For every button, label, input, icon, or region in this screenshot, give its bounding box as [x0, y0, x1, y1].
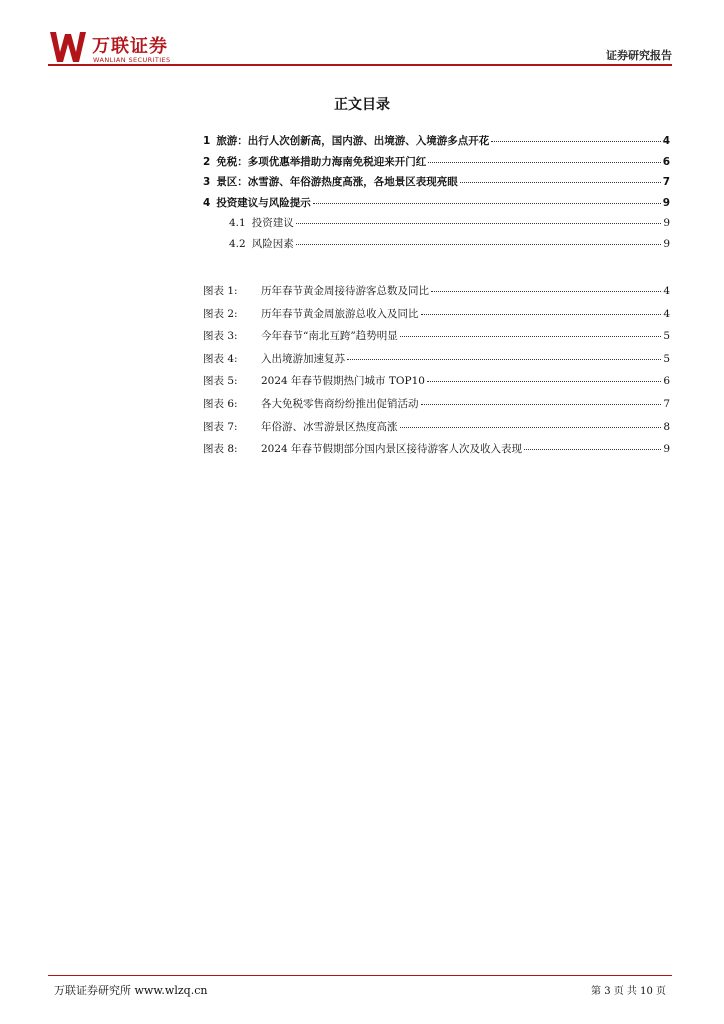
- toc-entry-page: 7: [662, 176, 670, 188]
- toc-entry[interactable]: [203, 154, 670, 175]
- table-of-contents: [203, 133, 670, 256]
- page-number: 第 3 页 共 10 页: [591, 986, 666, 997]
- toc-entry-title: 旅游：出行人次创新高，国内游、出境游、入境游多点开花: [216, 135, 490, 147]
- toc-entry-title: 免税：多项优惠举措助力海南免税迎来开门红: [216, 155, 427, 168]
- figure-entry-label: 图表 7:: [203, 420, 238, 433]
- figure-entry-label: 图表 1:: [203, 285, 238, 297]
- figure-entry-page: 4: [663, 307, 670, 320]
- toc-entry[interactable]: [203, 174, 670, 195]
- toc-entry-number: 4.2: [229, 237, 246, 250]
- figure-leader-dots: [427, 381, 661, 382]
- toc-leader-dots: [491, 141, 660, 142]
- figure-leader-dots: [400, 427, 662, 428]
- header-divider: [48, 64, 672, 66]
- figure-entry-title: 年俗游、冰雪游景区热度高涨: [261, 420, 398, 433]
- toc-entry-page: 9: [663, 217, 670, 229]
- figure-entry-page: 4: [663, 285, 670, 297]
- toc-entry-title: 投资建议: [251, 217, 294, 229]
- toc-entry-title: 景区：冰雪游、年俗游热度高涨，各地景区表现亮眼: [216, 176, 458, 188]
- toc-entry-number: 1: [203, 135, 211, 147]
- toc-entry-number: 3: [203, 176, 211, 188]
- figure-list: [203, 283, 670, 464]
- figure-entry-title: 2024 年春节假期热门城市 TOP10: [261, 375, 425, 388]
- figure-entry-label: 图表 4:: [203, 352, 238, 365]
- figure-entry-page: 5: [663, 330, 670, 343]
- toc-leader-dots: [296, 223, 662, 224]
- toc-leader-dots: [313, 203, 661, 204]
- figure-entry-page: 9: [663, 443, 670, 456]
- toc-entry-page: 9: [663, 237, 670, 250]
- figure-leader-dots: [400, 336, 662, 337]
- figure-entry-title: 入出境游加速复苏: [261, 352, 345, 365]
- figure-entry-title: 历年春节黄金周旅游总收入及同比: [261, 307, 419, 320]
- figure-entry-label: 图表 2:: [203, 307, 238, 320]
- toc-entry-number: 2: [203, 155, 211, 168]
- toc-entry-page: 6: [662, 155, 670, 168]
- figure-entry-label: 图表 8:: [203, 443, 238, 456]
- figure-entry[interactable]: [203, 283, 670, 306]
- figure-leader-dots: [347, 359, 661, 360]
- figure-entry-title: 2024 年春节假期部分国内景区接待游客人次及收入表现: [261, 443, 523, 456]
- report-type-label: 证券研究报告: [606, 49, 672, 62]
- toc-entry-page: 9: [662, 196, 670, 209]
- toc-entry-number: 4: [203, 196, 211, 209]
- footer-divider: [48, 975, 672, 976]
- figure-entry-label: 图表 6:: [203, 397, 238, 410]
- toc-entry[interactable]: [203, 215, 670, 236]
- logo-english-text: WANLIAN SECURITIES: [93, 56, 171, 64]
- figure-leader-dots: [421, 404, 662, 405]
- figure-entry[interactable]: [203, 441, 670, 464]
- toc-leader-dots: [296, 244, 662, 245]
- toc-entry-page: 4: [662, 135, 670, 147]
- toc-entry-number: 4.1: [229, 217, 246, 229]
- toc-entry[interactable]: [203, 236, 670, 257]
- figure-entry-label: 图表 5:: [203, 375, 238, 388]
- figure-entry-page: 6: [663, 375, 670, 388]
- logo-chinese-text: 万联证券: [92, 36, 168, 57]
- toc-entry-title: 投资建议与风险提示: [216, 196, 311, 209]
- figure-entry-label: 图表 3:: [203, 330, 238, 343]
- toc-entry[interactable]: [203, 133, 670, 154]
- figure-entry-title: 各大免税零售商纷纷推出促销活动: [261, 397, 419, 410]
- figure-leader-dots: [421, 314, 662, 315]
- figure-entry[interactable]: [203, 373, 670, 396]
- page-header: [0, 0, 724, 70]
- company-logo: [48, 30, 198, 66]
- figure-entry[interactable]: [203, 306, 670, 329]
- toc-title: 正文目录: [334, 97, 390, 113]
- footer-source: 万联证券研究所 www.wlzq.cn: [54, 984, 208, 997]
- figure-entry[interactable]: [203, 351, 670, 374]
- figure-entry-page: 7: [663, 397, 670, 410]
- figure-entry[interactable]: [203, 328, 670, 351]
- wanlian-logo-icon: [48, 30, 88, 64]
- figure-entry-page: 8: [663, 420, 670, 433]
- toc-leader-dots: [428, 162, 660, 163]
- figure-entry-page: 5: [663, 352, 670, 365]
- figure-entry[interactable]: [203, 419, 670, 442]
- figure-entry-title: 今年春节“南北互跨”趋势明显: [261, 330, 398, 343]
- toc-entry[interactable]: [203, 195, 670, 216]
- figure-leader-dots: [524, 449, 661, 450]
- toc-leader-dots: [460, 182, 661, 183]
- figure-leader-dots: [431, 291, 661, 292]
- toc-entry-title: 风险因素: [251, 237, 294, 250]
- figure-entry[interactable]: [203, 396, 670, 419]
- figure-entry-title: 历年春节黄金周接待游客总数及同比: [261, 285, 429, 297]
